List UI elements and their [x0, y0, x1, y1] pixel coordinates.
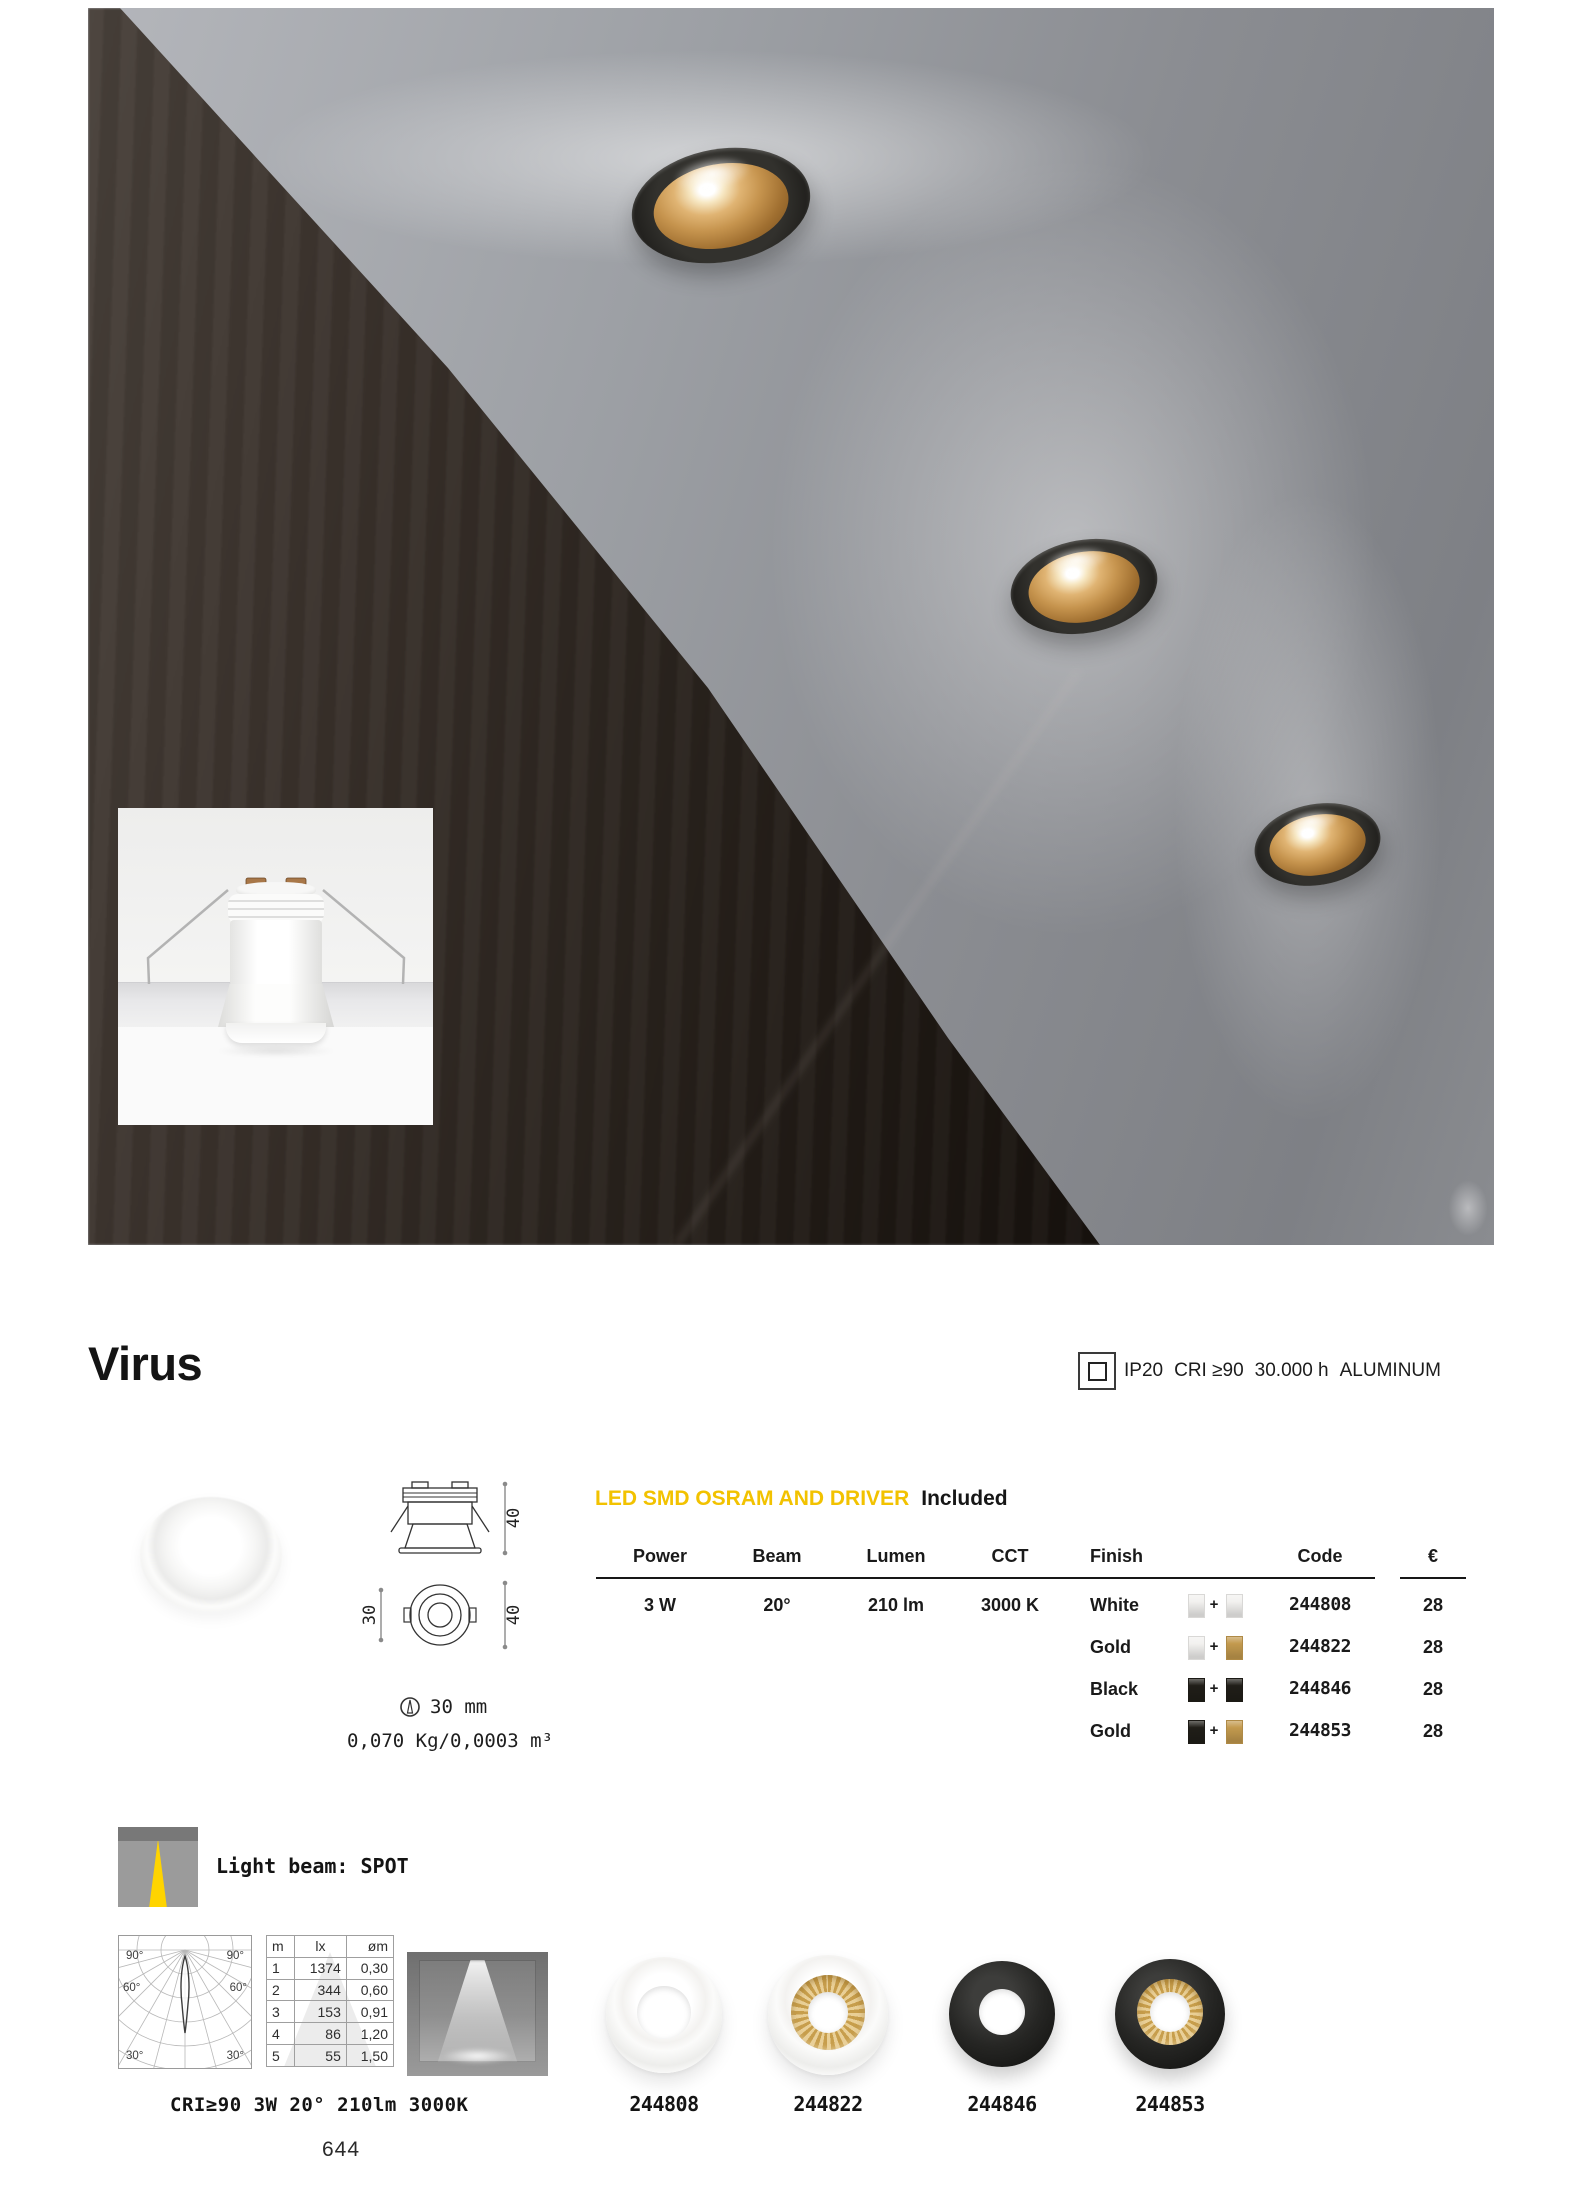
finish-swatch-trim: [1226, 1636, 1243, 1660]
power-value: 3 W: [643, 1595, 676, 1615]
finish-label: Gold: [1090, 1721, 1131, 1741]
variant-code: 244853: [1135, 2092, 1205, 2116]
angle-label: 90°: [126, 1950, 144, 1962]
variant-photo-white: [606, 1957, 722, 2073]
col-header-cct: CCT: [991, 1546, 1029, 1566]
finish-swatch-body: [1188, 1678, 1205, 1702]
light-beam-label: Light beam: SPOT: [216, 1854, 409, 1878]
variant-photo-black-gold: [1115, 1959, 1225, 2069]
beam-effect-photo: [407, 1952, 548, 2076]
product-code: 244853: [1288, 1720, 1352, 1741]
cutout-diameter-line: [398, 1695, 598, 1719]
col-header-beam: Beam: [752, 1546, 802, 1566]
weight-volume: 0,070 Kg/0,0003 m³: [347, 1730, 553, 1752]
pm-header-m: m: [267, 1936, 295, 1958]
pm-row: 2 344 0,60: [267, 1979, 394, 2001]
photometric-table: [266, 1935, 394, 2067]
dim-side-height: 40: [503, 1507, 524, 1529]
angle-label: 90°: [226, 1950, 244, 1962]
led-note-highlight: LED SMD OSRAM AND DRIVER: [595, 1487, 910, 1510]
inset-fixture-photo: [118, 808, 433, 1125]
plus-sign: +: [1209, 1638, 1219, 1655]
hole-diameter-icon: [398, 1695, 422, 1719]
beam-lobe: [181, 1956, 189, 2033]
table-rule-main: [596, 1577, 1375, 1579]
col-header-power: Power: [632, 1546, 688, 1566]
variant-code: 244808: [629, 2092, 699, 2116]
price-value: 28: [1422, 1679, 1444, 1699]
table-rule-price: [1400, 1577, 1466, 1579]
variant-code: 244822: [793, 2092, 863, 2116]
finish-swatch-body: [1188, 1594, 1205, 1618]
fixture-body: [230, 920, 322, 986]
pm-header-row: [267, 1936, 394, 1958]
col-header-lumen: Lumen: [866, 1546, 926, 1566]
photometric-diagram: [118, 1935, 252, 2069]
finish-swatch-body: [1188, 1720, 1205, 1744]
floor-glow: [442, 2048, 513, 2064]
angle-label: 30°: [126, 2050, 144, 2062]
plus-sign: +: [1209, 1722, 1219, 1739]
variant-code: 244846: [967, 2092, 1037, 2116]
price-value: 28: [1422, 1595, 1444, 1615]
price-value: 28: [1422, 1721, 1444, 1741]
angle-label: 30°: [226, 2050, 244, 2062]
pm-row: 5 55 1,50: [267, 2045, 394, 2067]
fixture-flange: [218, 984, 334, 1027]
led-note: [595, 1487, 1008, 1511]
pm-row: 1 1374 0,30: [267, 1957, 394, 1979]
spot-beam-icon: [118, 1827, 198, 1907]
col-header-code: Code: [1297, 1546, 1343, 1566]
class-ii-insulation-icon: [1078, 1352, 1116, 1390]
pm-row: 4 86 1,20: [267, 2023, 394, 2045]
page-title: Virus: [88, 1337, 203, 1390]
plus-sign: +: [1209, 1680, 1219, 1697]
col-header-price: €: [1427, 1546, 1438, 1566]
ip-rating: IP20: [1124, 1360, 1164, 1381]
product-code: 244822: [1288, 1636, 1352, 1657]
led-note-included: Included: [921, 1487, 1008, 1510]
dim-plan-width: 30: [359, 1604, 380, 1626]
photometry-summary: CRI≥90 3W 20° 210lm 3000K: [170, 2094, 469, 2116]
cct-value: 3000 K: [980, 1595, 1040, 1615]
col-header-finish: Finish: [1090, 1546, 1143, 1566]
finish-label: Black: [1090, 1679, 1139, 1699]
finish-label: White: [1090, 1595, 1139, 1615]
lumen-value: 210 lm: [867, 1595, 925, 1615]
plus-sign: +: [1209, 1596, 1219, 1613]
cri-rating: CRI ≥90: [1174, 1360, 1244, 1381]
pm-row: 3 153 0,91: [267, 2001, 394, 2023]
dim-plan-height: 40: [503, 1604, 524, 1626]
material: ALUMINUM: [1339, 1360, 1441, 1381]
finish-swatch-body: [1188, 1636, 1205, 1660]
finish-swatch-trim: [1226, 1594, 1243, 1618]
variant-photo-white-gold: [768, 1955, 888, 2075]
page-number: 644: [322, 2138, 361, 2161]
fixture-shadow: [216, 1046, 336, 1056]
finish-swatch-trim: [1226, 1720, 1243, 1744]
price-value: 28: [1422, 1637, 1444, 1657]
angle-label: 60°: [123, 1982, 141, 1994]
spec-badge: [1124, 1360, 1441, 1382]
finish-label: Gold: [1090, 1637, 1131, 1657]
product-thumbnail-white: [140, 1497, 282, 1613]
pm-header-om: øm: [346, 1936, 393, 1958]
angle-label: 60°: [229, 1982, 247, 1994]
variant-photo-black: [949, 1961, 1055, 2067]
beam-value: 20°: [763, 1595, 791, 1615]
finish-swatch-trim: [1226, 1678, 1243, 1702]
technical-drawing: [355, 1478, 575, 1678]
pm-header-lx: lx: [294, 1936, 346, 1958]
product-code: 244808: [1288, 1594, 1352, 1615]
product-code: 244846: [1288, 1678, 1352, 1699]
cutout-diameter-value: 30 mm: [430, 1696, 488, 1718]
lifetime-hours: 30.000 h: [1254, 1360, 1329, 1381]
fixture-trim-ring: [226, 1023, 326, 1043]
